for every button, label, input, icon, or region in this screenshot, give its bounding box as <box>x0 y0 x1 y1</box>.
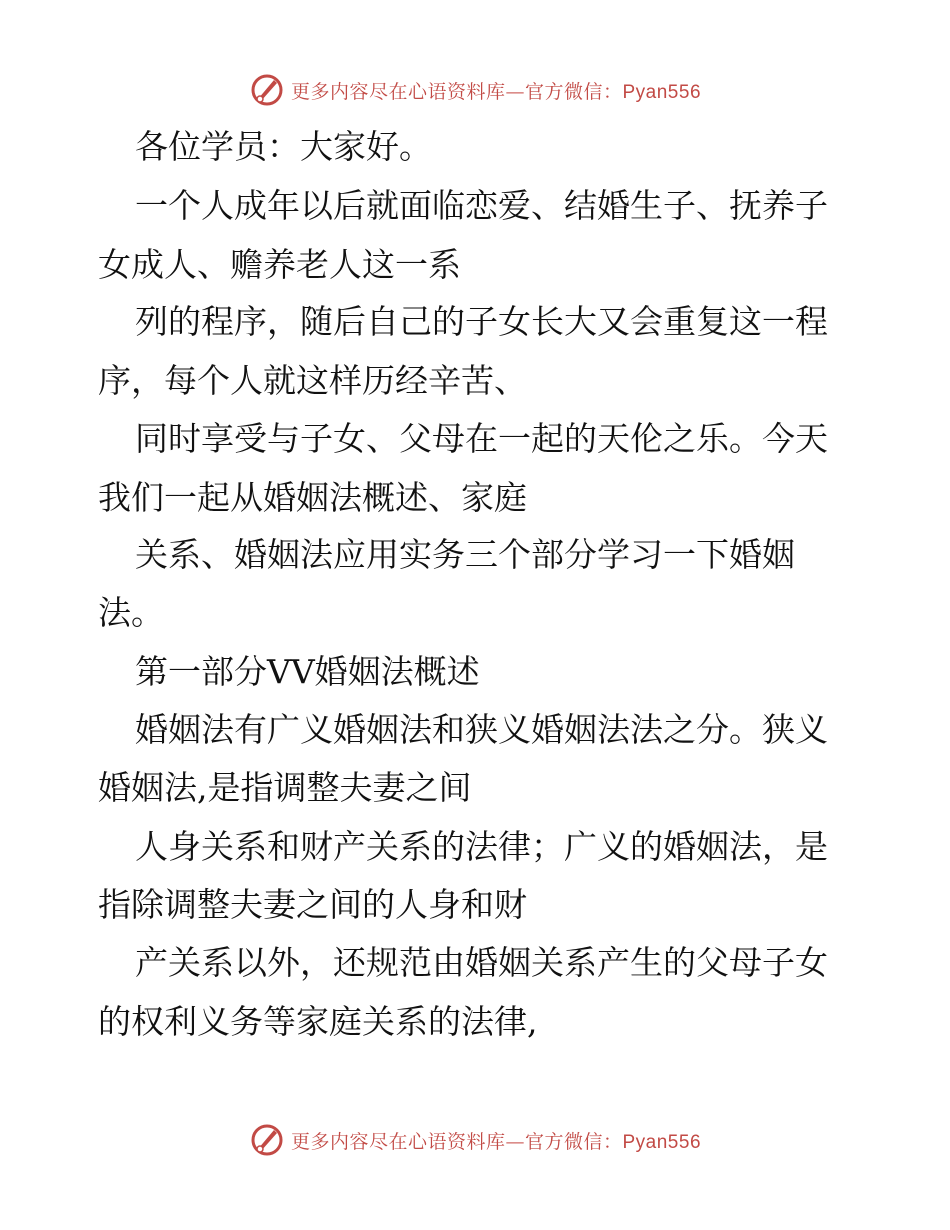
watermark-text <box>291 1127 701 1154</box>
watermark-site: 更多内容尽在心语资料库 <box>290 1130 506 1153</box>
text-line: 一个人成年以后就面临恋爱、结婚生子、抚养子 <box>135 186 828 225</box>
watermark-text <box>291 77 701 104</box>
watermark-site: 更多内容尽在心语资料库 <box>290 80 506 103</box>
watermark-separator: — <box>505 80 525 103</box>
text-line: 序，每个人就这样历经辛苦、 <box>98 361 527 400</box>
text-line: 各位学员：大家好。 <box>135 127 432 166</box>
header-watermark <box>0 70 950 110</box>
text-line: 法。 <box>98 593 164 632</box>
text-line: 婚姻法有广义婚姻法和狭义婚姻法法之分。狭义 <box>135 710 828 749</box>
text-line: 关系、婚姻法应用实务三个部分学习一下婚姻 <box>135 535 795 574</box>
text-line: 女成人、赡养老人这一系 <box>98 245 461 284</box>
text-line: 指除调整夫妻之间的人身和财 <box>98 885 527 924</box>
text-line: 人身关系和财产关系的法律；广义的婚姻法，是 <box>135 827 828 866</box>
watermark-wechat: 官方微信：Pyan556 <box>525 81 702 103</box>
text-line: 我们一起从婚姻法概述、家庭 <box>98 478 527 517</box>
watermark-separator: — <box>505 1130 525 1153</box>
brush-circle-logo-icon <box>249 1122 285 1158</box>
text-line: 产关系以外，还规范由婚姻关系产生的父母子女 <box>135 943 828 982</box>
text-line: 同时享受与子女、父母在一起的天伦之乐。今天 <box>135 419 828 458</box>
watermark-wechat: 官方微信：Pyan556 <box>525 1131 702 1153</box>
footer-watermark <box>0 1120 950 1160</box>
section-heading: 第一部分VV婚姻法概述 <box>135 652 480 691</box>
text-line: 列的程序，随后自己的子女长大又会重复这一程 <box>135 302 828 341</box>
text-line: 婚姻法,是指调整夫妻之间 <box>98 768 472 807</box>
text-line: 的权利义务等家庭关系的法律, <box>98 1002 538 1041</box>
brush-circle-logo-icon <box>249 72 285 108</box>
